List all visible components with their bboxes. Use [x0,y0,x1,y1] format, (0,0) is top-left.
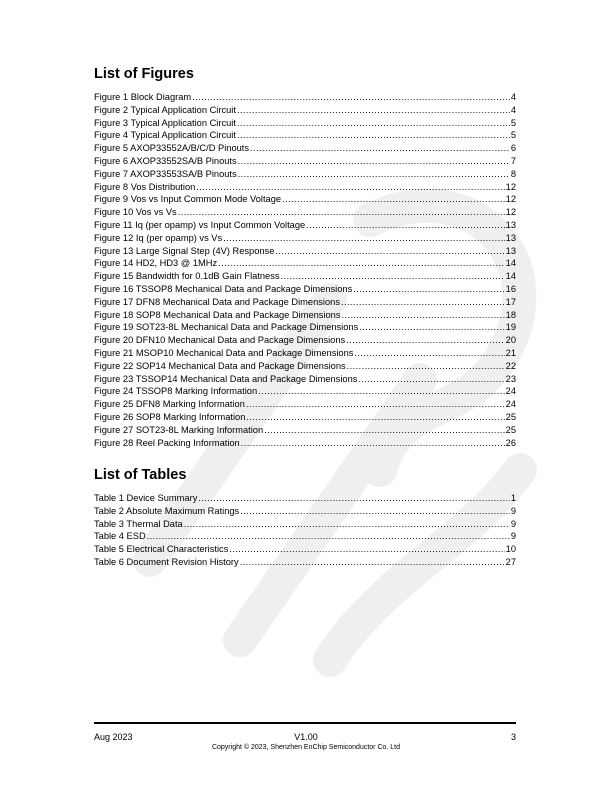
entry-label: Figure 25 DFN8 Marking Information [94,399,245,410]
figure-entry[interactable] [94,104,516,117]
entry-page: 26 [505,437,516,448]
list-of-figures [94,91,516,449]
entry-page: 21 [505,347,516,358]
entry-page: 12 [505,194,516,205]
entry-label: Figure 23 TSSOP14 Mechanical Data and Package Dimensions [94,373,358,384]
dot-leader [240,505,510,518]
entry-page: 20 [505,335,516,346]
footer-rule [94,722,516,724]
entry-label: Figure 12 Iq (per opamp) vs Vs [94,232,223,243]
entry-label: Figure 2 Typical Application Circuit [94,104,236,115]
entry-label: Figure 8 Vos Distribution [94,181,196,192]
entry-label: Figure 19 SOT23-8L Mechanical Data and Package Dimensions [94,322,359,333]
dot-leader [275,245,504,258]
entry-label: Table 6 Document Revision History [94,556,239,567]
entry-label: Figure 15 Bandwidth for 0.1dB Gain Flatness [94,271,280,282]
figure-entry[interactable] [94,360,516,373]
table-entry[interactable] [94,556,516,569]
entry-page: 4 [510,104,516,115]
entry-page: 9 [510,531,516,542]
dot-leader [178,206,505,219]
figure-entry[interactable] [94,168,516,181]
list-of-figures-heading: List of Figures [94,66,194,82]
entry-page: 23 [505,373,516,384]
figure-entry[interactable] [94,142,516,155]
footer-copyright: Copyright © 2023, Shenzhen EnChip Semiconductor Co. Ltd [211,744,401,751]
figure-entry[interactable] [94,321,516,334]
entry-label: Figure 24 TSSOP8 Marking Information [94,386,258,397]
entry-page: 10 [505,544,516,555]
figure-entry[interactable] [94,232,516,245]
entry-label: Table 1 Device Summary [94,493,198,503]
dot-leader [354,347,504,360]
figure-entry[interactable] [94,155,516,168]
figure-entry[interactable] [94,385,516,398]
entry-label: Figure 26 SOP8 Marking Information [94,411,246,422]
dot-leader [198,492,509,505]
entry-page: 12 [505,181,516,192]
entry-label: Figure 28 Reel Packing Information [94,437,240,448]
entry-page: 9 [510,505,516,516]
entry-page: 18 [505,309,516,320]
dot-leader [240,556,505,569]
dot-leader [341,296,505,309]
entry-label: Figure 14 HD2, HD3 @ 1MHz [94,258,218,269]
dot-leader [229,543,504,556]
entry-page: 6 [510,143,516,154]
figure-entry[interactable] [94,296,516,309]
entry-label: Figure 22 SOP14 Mechanical Data and Package Dimensions [94,360,346,371]
dot-leader [306,219,504,232]
footer-date: Aug 2023 [94,732,133,742]
entry-page: 1 [510,493,516,503]
figure-entry[interactable] [94,398,516,411]
entry-page: 12 [505,207,516,218]
dot-leader [282,193,505,206]
figure-entry[interactable] [94,373,516,386]
entry-label: Figure 17 DFN8 Mechanical Data and Package Dimensions [94,296,340,307]
dot-leader [342,309,505,322]
entry-page: 13 [505,232,516,243]
dot-leader [218,257,505,270]
entry-label: Figure 27 SOT23-8L Marking Information [94,424,264,435]
table-entry[interactable] [94,518,516,531]
entry-page: 24 [505,399,516,410]
entry-label: Figure 6 AXOP33552SA/B Pinouts [94,155,237,166]
entry-page: 13 [505,245,516,256]
entry-page: 25 [505,411,516,422]
entry-page: 14 [505,258,516,269]
dot-leader [237,117,510,130]
entry-label: Figure 21 MSOP10 Mechanical Data and Package Dimensions [94,347,354,358]
dot-leader [196,181,504,194]
entry-page: 4 [510,92,516,102]
dot-leader [237,129,510,142]
figure-entry[interactable] [94,437,516,450]
figure-entry[interactable] [94,283,516,296]
entry-label: Table 5 Electrical Characteristics [94,544,229,555]
dot-leader [147,530,510,543]
entry-label: Figure 10 Vos vs Vs [94,207,177,218]
entry-page: 27 [505,556,516,567]
figure-entry[interactable] [94,91,516,104]
dot-leader [281,270,505,283]
table-entry[interactable] [94,530,516,543]
entry-page: 16 [505,283,516,294]
entry-page: 22 [505,360,516,371]
entry-page: 9 [510,518,516,529]
dot-leader [246,398,505,411]
figure-entry[interactable] [94,270,516,283]
dot-leader [359,321,504,334]
figure-entry[interactable] [94,347,516,360]
dot-leader [192,91,510,104]
list-of-tables-heading: List of Tables [94,467,187,483]
dot-leader [353,283,504,296]
figure-entry[interactable] [94,181,516,194]
entry-label: Figure 7 AXOP33553SA/B Pinouts [94,168,237,179]
figure-entry[interactable] [94,193,516,206]
entry-page: 17 [505,296,516,307]
figure-entry[interactable] [94,424,516,437]
entry-page: 5 [510,130,516,141]
entry-page: 8 [510,168,516,179]
list-of-tables [94,492,516,569]
entry-label: Table 3 Thermal Data [94,518,183,529]
entry-label: Figure 5 AXOP33552A/B/C/D Pinouts [94,143,250,154]
figure-entry[interactable] [94,245,516,258]
figure-entry[interactable] [94,411,516,424]
entry-label: Table 4 ESD [94,531,146,542]
entry-page: 7 [510,155,516,166]
dot-leader [238,155,510,168]
entry-label: Figure 3 Typical Application Circuit [94,117,236,128]
entry-label: Figure 18 SOP8 Mechanical Data and Package Dimensions [94,309,341,320]
dot-leader [264,424,505,437]
dot-leader [346,334,505,347]
dot-leader [358,373,504,386]
figure-entry[interactable] [94,309,516,322]
entry-label: Table 2 Absolute Maximum Ratings [94,505,240,516]
entry-page: 13 [505,219,516,230]
figure-entry[interactable] [94,117,516,130]
entry-label: Figure 20 DFN10 Mechanical Data and Package Dimensions [94,335,346,346]
figure-entry[interactable] [94,219,516,232]
dot-leader [246,411,504,424]
dot-leader [237,104,510,117]
entry-label: Figure 4 Typical Application Circuit [94,130,236,141]
entry-page: 24 [505,386,516,397]
figure-entry[interactable] [94,206,516,219]
dot-leader [184,518,510,531]
entry-page: 25 [505,424,516,435]
table-entry[interactable] [94,492,516,505]
entry-page: 19 [505,322,516,333]
entry-label: Figure 13 Large Signal Step (4V) Response [94,245,275,256]
dot-leader [241,437,505,450]
figure-entry[interactable] [94,129,516,142]
footer-version: V1.00 [294,732,318,742]
entry-page: 5 [510,117,516,128]
entry-label: Figure 16 TSSOP8 Mechanical Data and Package Dimensions [94,283,353,294]
dot-leader [347,360,505,373]
dot-leader [223,232,505,245]
table-entry[interactable] [94,543,516,556]
dot-leader [258,385,505,398]
entry-label: Figure 11 Iq (per opamp) vs Input Common Voltage [94,219,306,230]
figure-entry[interactable] [94,334,516,347]
dot-leader [250,142,510,155]
footer-page-number: 3 [510,732,516,742]
table-entry[interactable] [94,505,516,518]
entry-page: 14 [505,271,516,282]
dot-leader [238,168,510,181]
entry-label: Figure 9 Vos vs Input Common Mode Voltage [94,194,282,205]
figure-entry[interactable] [94,257,516,270]
entry-label: Figure 1 Block Diagram [94,92,192,102]
